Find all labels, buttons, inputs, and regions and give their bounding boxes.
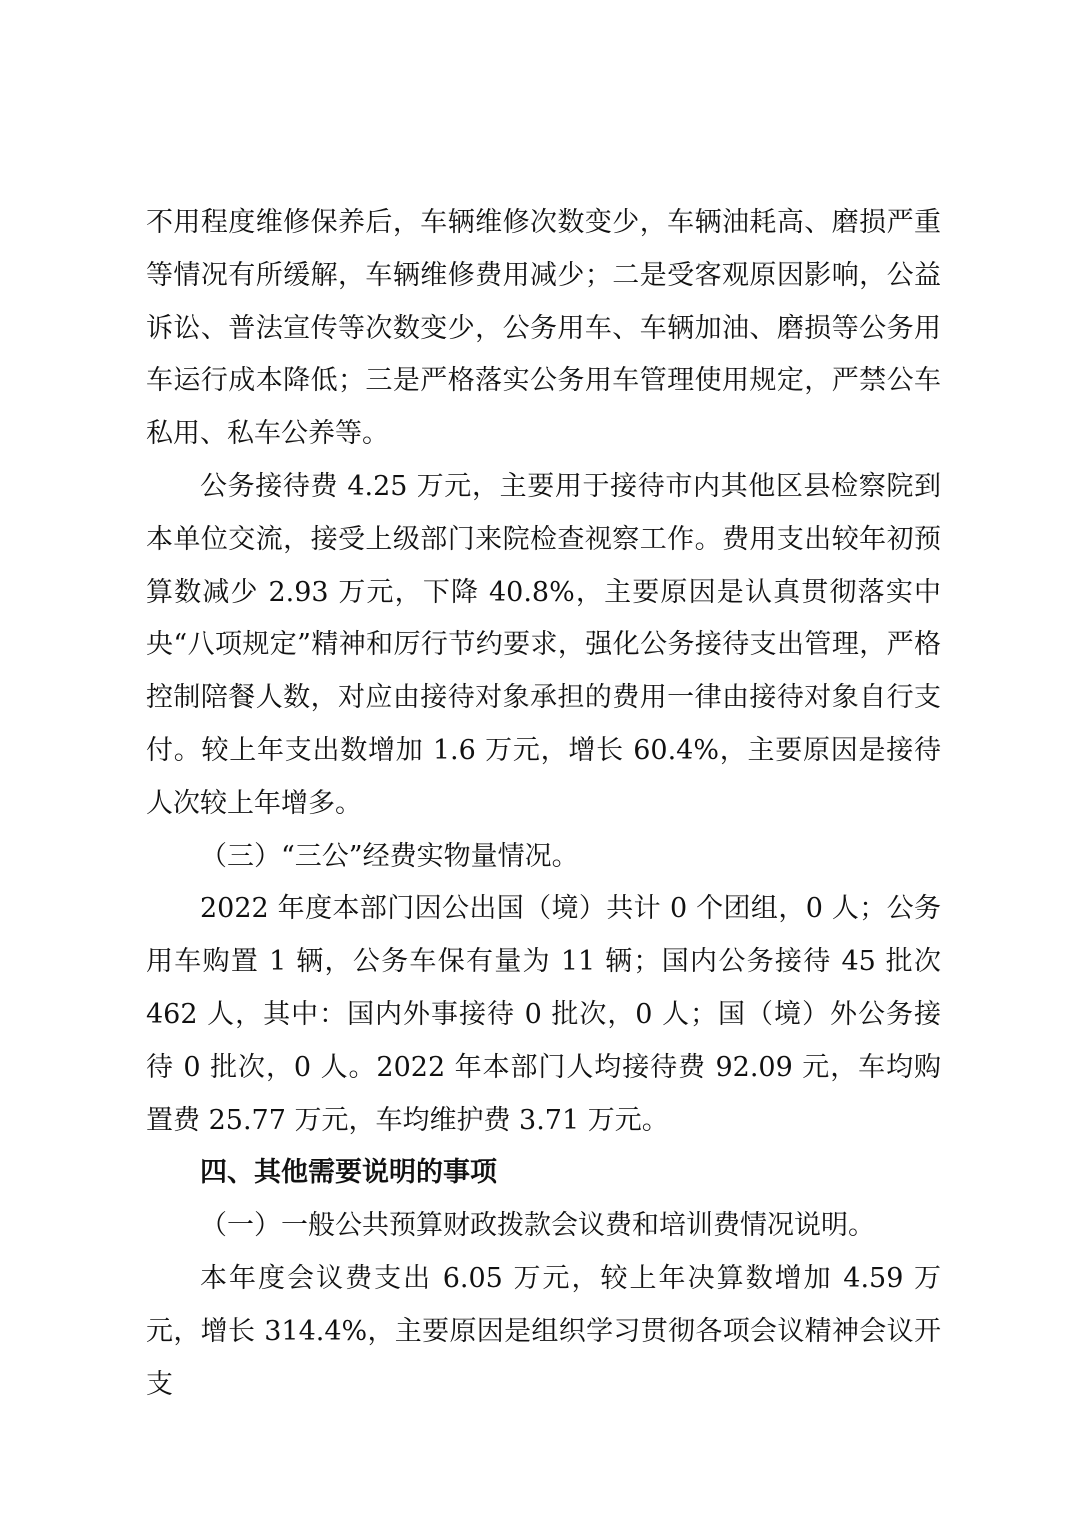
section-heading-other-matters: 四、其他需要说明的事项 xyxy=(200,1157,497,1189)
paragraph-meeting-fee: 本年度会议费支出 6.05 万元，较上年决算数增加 4.59 万元，增长 314.4%，主要原因是组织学习贯彻各项会议精神会议开支 xyxy=(146,1262,941,1400)
subheading-meeting-training-fees: （一）一般公共预算财政拨款会议费和培训费情况说明。 xyxy=(200,1210,875,1242)
paragraph-quantities-2022: 2022 年度本部门因公出国（境）共计 0 个团组，0 人；公务用车购置 1 辆，公务车保有量为 11 辆；国内公务接待 45 批次 462 人，其中：国内外事接待 0 批次，0 人；国（境）外公务接待 0 批次，0 人。2022 年本部门人均接待费 92.09 元，车均购置费 25.77 万元，车均维护费 3.71 万元。 xyxy=(146,893,941,1136)
document-body xyxy=(146,197,941,1411)
subheading-three-public-quantities: （三）“三公”经费实物量情况。 xyxy=(200,840,579,872)
paragraph-vehicle-maintenance: 不用程度维修保养后，车辆维修次数变少，车辆油耗高、磨损严重等情况有所缓解，车辆维修费用减少；二是受客观原因影响，公益诉讼、普法宣传等次数变少，公务用车、车辆加油、磨损等公务用车运行成本降低；三是严格落实公务用车管理使用规定，严禁公车私用、私车公养等。 xyxy=(146,207,941,450)
paragraph-reception-fee: 公务接待费 4.25 万元，主要用于接待市内其他区县检察院到本单位交流，接受上级部门来院检查视察工作。费用支出较年初预算数减少 2.93 万元，下降 40.8%，主要原因是认真贯彻落实中央“八项规定”精神和厉行节约要求，强化公务接待支出管理，严格控制陪餐人数，对应由接待对象承担的费用一律由接待对象自行支付。较上年支出数增加 1.6 万元，增长 60.4%，主要原因是接待人次较上年增多。 xyxy=(146,470,941,819)
